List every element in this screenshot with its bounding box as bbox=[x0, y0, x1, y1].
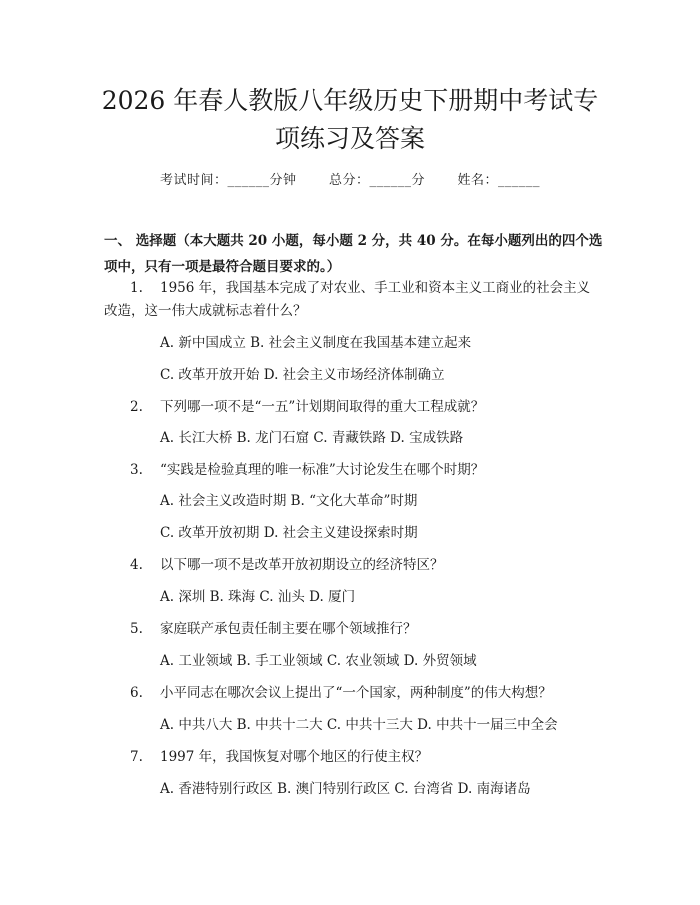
question-6 bbox=[130, 682, 552, 704]
exam-meta bbox=[0, 169, 700, 188]
score-blank: ______ bbox=[369, 173, 412, 188]
question-number: 4. bbox=[130, 557, 143, 573]
question-text: “实践是检验真理的唯一标准”大讨论发生在哪个时期？ bbox=[160, 462, 485, 478]
question-4 bbox=[130, 554, 444, 576]
name-label: 姓名： bbox=[457, 173, 498, 188]
section-line-1: 一、 选择题（本大题共 20 小题，每小题 2 分，共 40 分。在每小题列出的四个选 bbox=[104, 233, 603, 249]
question-3-options-a-b: A. 社会主义改造时期 B. “文化大革命”时期 bbox=[160, 493, 418, 509]
question-3-options-c-d: C. 改革开放初期 D. 社会主义建设探索时期 bbox=[160, 525, 418, 541]
time-blank: ______ bbox=[227, 173, 270, 188]
question-1 bbox=[130, 277, 590, 299]
score-unit: 分 bbox=[411, 173, 426, 188]
question-text: 1956 年，我国基本完成了对农业、手工业和资本主义工商业的社会主义 bbox=[160, 280, 591, 296]
title-line-1: 2026 年春人教版八年级历史下册期中考试专 bbox=[101, 86, 599, 115]
question-2-options: A. 长江大桥 B. 龙门石窟 C. 青藏铁路 D. 宝成铁路 bbox=[160, 430, 464, 446]
question-number: 3. bbox=[130, 462, 143, 478]
question-3 bbox=[130, 459, 484, 481]
time-label: 考试时间： bbox=[160, 173, 228, 188]
section-heading bbox=[104, 228, 604, 280]
question-2 bbox=[130, 396, 484, 418]
question-number: 6. bbox=[130, 685, 143, 701]
question-6-options: A. 中共八大 B. 中共十二大 C. 中共十三大 D. 中共十一届三中全会 bbox=[160, 717, 558, 733]
name-blank: ______ bbox=[497, 173, 540, 188]
question-number: 1. bbox=[130, 280, 143, 296]
question-text: 下列哪一项不是“一五”计划期间取得的重大工程成就？ bbox=[160, 399, 485, 415]
question-text: 以下哪一项不是改革开放初期设立的经济特区？ bbox=[160, 557, 444, 573]
question-number: 5. bbox=[130, 621, 143, 637]
score-label: 总分： bbox=[328, 173, 370, 188]
time-unit: 分钟 bbox=[269, 173, 297, 188]
question-5-options: A. 工业领域 B. 手工业领域 C. 农业领域 D. 外贸领域 bbox=[160, 653, 477, 669]
question-5 bbox=[130, 618, 417, 640]
title-line-2: 项练习及答案 bbox=[274, 124, 425, 153]
question-number: 7. bbox=[130, 749, 143, 765]
question-1-continuation: 改造，这一伟大成就标志着什么？ bbox=[104, 303, 307, 319]
question-text: 小平同志在哪次会议上提出了“一个国家，两种制度”的伟大构想？ bbox=[160, 685, 552, 701]
question-1-options-c-d: C. 改革开放开始 D. 社会主义市场经济体制确立 bbox=[160, 367, 445, 383]
question-text: 1997 年，我国恢复对哪个地区的行使主权？ bbox=[160, 749, 429, 765]
question-1-options-a-b: A. 新中国成立 B. 社会主义制度在我国基本建立起来 bbox=[160, 335, 472, 351]
question-7 bbox=[130, 746, 428, 768]
document-title bbox=[60, 82, 640, 158]
question-text: 家庭联产承包责任制主要在哪个领域推行？ bbox=[160, 621, 417, 637]
section-line-2: 项中，只有一项是最符合题目要求的。） bbox=[104, 259, 341, 275]
question-4-options: A. 深圳 B. 珠海 C. 汕头 D. 厦门 bbox=[160, 589, 356, 605]
question-number: 2. bbox=[130, 399, 143, 415]
question-7-options: A. 香港特别行政区 B. 澳门特别行政区 C. 台湾省 D. 南海诸岛 bbox=[160, 781, 531, 797]
